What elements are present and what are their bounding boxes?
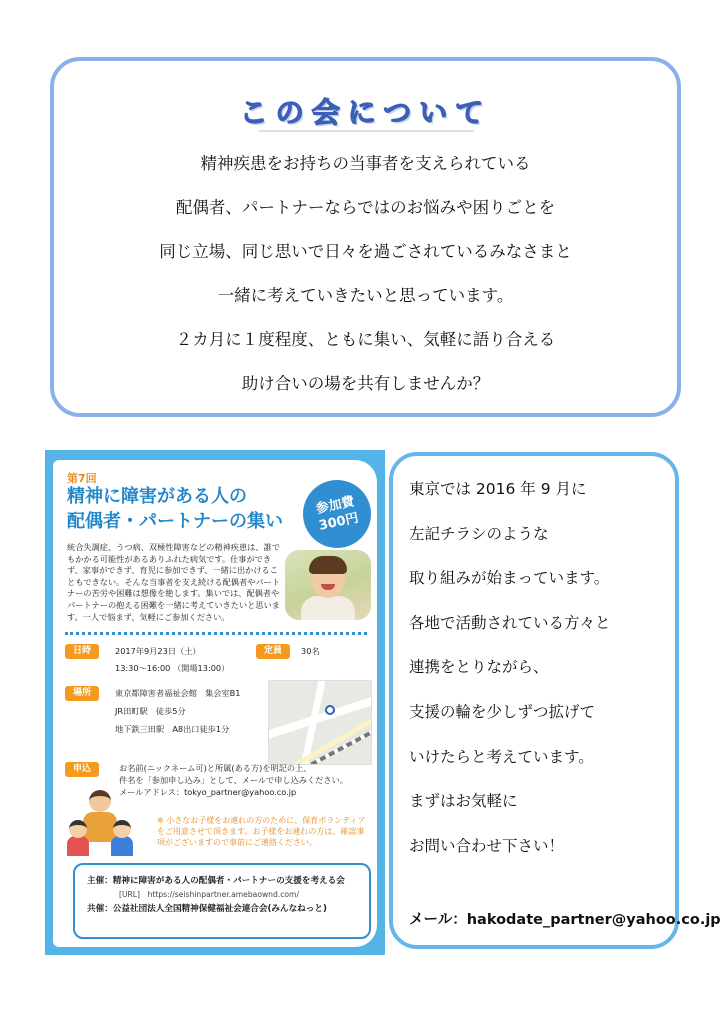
kids-illustration bbox=[67, 790, 137, 856]
place-line: JR田町駅 徒歩5分 bbox=[115, 706, 186, 716]
about-line: 助け合いの場を共有しませんか？ bbox=[241, 374, 490, 393]
apply-tag: 申込 bbox=[65, 762, 99, 777]
apply-email: メールアドレス：tokyo_partner@yahoo.co.jp bbox=[119, 787, 297, 797]
message-line: 左記チラシのような bbox=[409, 524, 549, 543]
childcare-note: ※ 小さなお子様をお連れの方のために、保育ボランティアをご用意させて頂きます。お子様をお連れの方は、確認事項がございますので事前にご連絡ください。 bbox=[157, 816, 366, 847]
apply-line: お名前(ニックネーム可)と所属(ある方)を明記の上、 bbox=[119, 763, 312, 773]
child-photo bbox=[285, 550, 371, 620]
message-text bbox=[409, 478, 611, 879]
message-line: 東京では 2016 年 9 月に bbox=[409, 480, 587, 498]
dotted-divider bbox=[65, 632, 367, 635]
message-line: お問い合わせ下さい！ bbox=[409, 836, 565, 855]
about-line: ２カ月に１度程度、ともに集い、気軽に語り合える bbox=[175, 330, 556, 349]
flyer-title-line: 精神に障害がある人の bbox=[67, 486, 247, 507]
cosponsor: 共催：公益社団法人全国精神保健福祉会連合会(みんなねっと) bbox=[87, 904, 327, 914]
message-line: 取り組みが始まっています。 bbox=[409, 569, 610, 588]
contact-email: メール：hakodate_partner@yahoo.co.jp bbox=[409, 912, 721, 928]
place-tag: 場所 bbox=[65, 686, 99, 701]
kid-head bbox=[69, 820, 87, 838]
message-line: 連携をとりながら、 bbox=[409, 658, 549, 677]
message-line: いけたらと考えています。 bbox=[409, 747, 594, 766]
organizer-box bbox=[73, 863, 371, 939]
organizer: 主催：精神に障害がある人の配偶者・パートナーの支援を考える会 bbox=[87, 876, 345, 886]
about-line: 一緒に考えていきたいと思っています。 bbox=[217, 286, 514, 305]
flyer-event-number: 第7回 bbox=[67, 472, 97, 485]
about-line: 同じ立場、同じ思いで日々を過ごされているみなさまと bbox=[159, 242, 572, 261]
map-pin-icon bbox=[325, 705, 335, 715]
kid-head bbox=[113, 820, 131, 838]
about-title: この会について bbox=[239, 96, 492, 129]
capacity-tag: 定員 bbox=[256, 644, 290, 659]
message-line: 支援の輪を少しずつ拡げて bbox=[409, 702, 596, 721]
kid-body bbox=[111, 836, 133, 856]
time-value: 13:30～16:00 （開場13:00） bbox=[115, 663, 230, 673]
organizer-url: [URL] https://seishinpartner.amebaownd.com/ bbox=[119, 890, 300, 899]
message-line: まずはお気軽に bbox=[409, 792, 518, 811]
place-line: 地下鉄三田駅 A8出口徒歩1分 bbox=[115, 724, 230, 734]
about-line: 配偶者、パートナーならではのお悩みや困りごとを bbox=[175, 198, 556, 217]
venue-map bbox=[268, 680, 372, 765]
flyer-title bbox=[67, 484, 283, 534]
flyer-card bbox=[53, 460, 377, 947]
kid-body bbox=[83, 812, 117, 842]
kid-head bbox=[89, 790, 111, 812]
about-text bbox=[54, 153, 677, 417]
fee-label: 参加費 bbox=[314, 494, 356, 518]
about-section bbox=[50, 57, 681, 417]
kid-body bbox=[67, 836, 89, 856]
capacity-value: 30名 bbox=[301, 646, 320, 656]
photo-hair bbox=[309, 556, 347, 574]
event-flyer bbox=[45, 450, 385, 955]
message-box bbox=[389, 452, 721, 949]
about-line: 精神疾患をお持ちの当事者を支えられている bbox=[200, 154, 531, 173]
photo-shirt bbox=[301, 596, 355, 620]
place-line: 東京都障害者福祉会館 集会室B1 bbox=[115, 688, 241, 698]
apply-line: 件名を「参加申し込み」として、メールで申し込みください。 bbox=[119, 775, 348, 785]
flyer-title-line: 配偶者・パートナーの集い bbox=[67, 511, 283, 532]
fee-badge bbox=[297, 474, 378, 555]
date-value: 2017年9月23日（土） bbox=[115, 646, 201, 656]
title-underline bbox=[259, 130, 474, 132]
fee-amount: 300円 bbox=[317, 510, 360, 534]
flyer-description: 統合失調症、うつ病、双極性障害などの精神疾患は、誰でもかかる可能性があるありふれた病気です。仕事ができず、家事ができず、育児に参加できず、一緒に出かけることもできない。そんな当事者を支え続ける配偶者やパートナーの苦労や困難は想像を絶します。集いでは、配偶者やパートナーの抱える困難を一緒に考えていきたいと思います。一人で悩まず、気軽にご参加ください。 bbox=[67, 542, 280, 622]
date-tag: 日時 bbox=[65, 644, 99, 659]
message-line: 各地で活動されている方々と bbox=[409, 613, 611, 632]
